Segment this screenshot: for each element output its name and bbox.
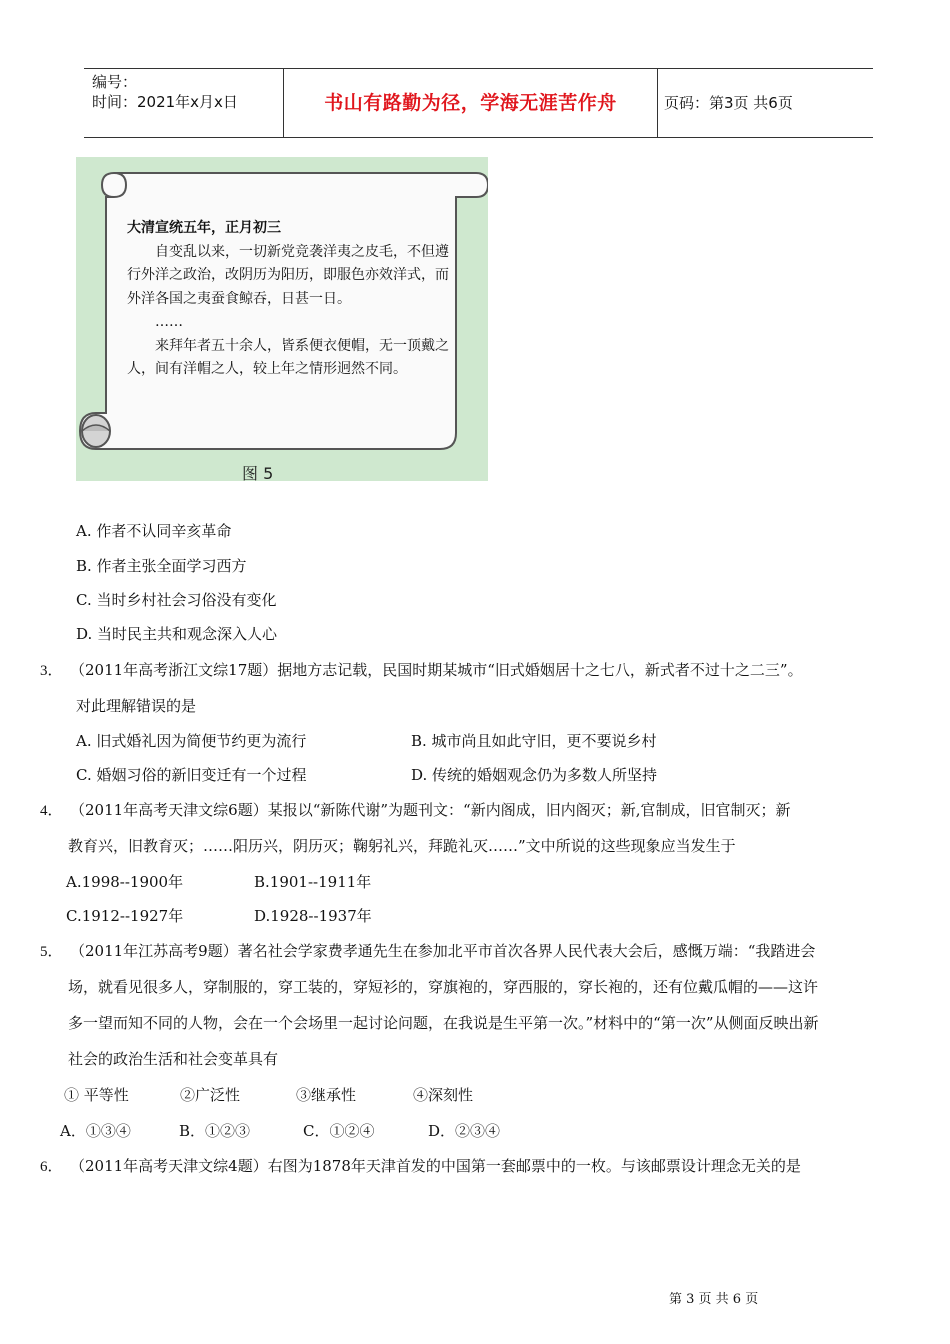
q4-option-a: A.1998--1900年: [66, 873, 184, 891]
q5-option-b: B．①②③: [179, 1122, 251, 1140]
q2-option-a: A. 作者不认同辛亥革命: [76, 522, 232, 540]
q2-option-d: D. 当时民主共和观念深入人心: [76, 625, 278, 643]
header-left-cell: [92, 69, 282, 140]
q4-number: 4．: [40, 803, 63, 819]
q6-number: 6．: [40, 1159, 63, 1175]
q5-item-4: ④深刻性: [413, 1086, 474, 1104]
scroll-title: 大清宣统五年，正月初三: [127, 220, 281, 236]
q5-item-3: ③继承性: [296, 1086, 357, 1104]
q4-option-b: B.1901--1911年: [254, 873, 372, 891]
q3-option-b: B. 城市尚且如此守旧，更不要说乡村: [411, 732, 657, 750]
q4-option-d: D.1928--1937年: [254, 907, 372, 925]
q4-stem-line2: 教育兴，旧教育灭；……阳历兴，阴历灭；鞠躬礼兴，拜跪礼灭……”文中所说的这些现象应当发生于: [68, 837, 736, 855]
scroll-ellipsis: ……: [155, 314, 183, 330]
q5-option-c: C．①②④: [303, 1122, 375, 1140]
q6-stem-line1: （2011年高考天津文综4题）右图为1878年天津首发的中国第一套邮票中的一枚。与该邮票设计理念无关的是: [70, 1157, 801, 1175]
figure-5: [76, 157, 488, 481]
q5-stem-line4: 社会的政治生活和社会变革具有: [68, 1050, 279, 1068]
scroll-paragraph-2: 来拜年者五十余人，皆系便衣便帽，无一顶戴之人，间有洋帽之人，较上年之情形迥然不同。: [127, 337, 449, 377]
q2-option-b: B. 作者主张全面学习西方: [76, 557, 247, 575]
q5-option-a: A．①③④: [60, 1122, 131, 1140]
q5-number: 5．: [40, 944, 63, 960]
header-time-label: 时间：2021年x月x日: [92, 93, 238, 111]
q3-option-d: D. 传统的婚姻观念仍为多数人所坚持: [411, 766, 658, 784]
scroll-paragraph-1: 自变乱以来，一切新党竞袭洋夷之皮毛，不但遵行外洋之政治，改阴历为阳历，即服色亦效洋式，而外洋各国之夷蚕食鲸吞，日甚一日。: [127, 243, 449, 307]
q3-stem-line2: 对此理解错误的是: [76, 697, 197, 715]
scroll-text: [127, 217, 457, 382]
figure-caption: 图 5: [242, 464, 274, 483]
page-header: [84, 68, 873, 138]
q5-stem-line2: 场，就看见很多人，穿制服的，穿工装的，穿短衫的，穿旗袍的，穿西服的，穿长袍的，还有位戴瓜帽的——这许: [68, 978, 819, 996]
q5-stem-line1: （2011年江苏高考9题）著名社会学家费孝通先生在参加北平市首次各界人民代表大会后，感慨万端：“我踏进会: [70, 942, 816, 960]
q3-option-c: C. 婚姻习俗的新旧变迁有一个过程: [76, 766, 307, 784]
q5-item-1: ① 平等性: [64, 1086, 129, 1104]
header-motto: 书山有路勤为径，学海无涯苦作舟: [283, 69, 658, 137]
header-number-label: 编号：: [92, 73, 138, 91]
q4-stem-line1: （2011年高考天津文综6题）某报以“新陈代谢”为题刊文：“新内阁成，旧内阁灭；新,官制成，旧官制灭；新: [70, 801, 791, 819]
q3-number: 3．: [40, 663, 63, 679]
q5-stem-line3: 多一望而知不同的人物，会在一个会场里一起讨论问题，在我说是生平第一次。”材料中的“第一次”从侧面反映出新: [68, 1014, 819, 1032]
q4-option-c: C.1912--1927年: [66, 907, 184, 925]
q5-item-2: ②广泛性: [180, 1086, 241, 1104]
page-footer: 第 3 页 共 6 页: [669, 1292, 759, 1307]
q2-option-c: C. 当时乡村社会习俗没有变化: [76, 591, 277, 609]
q3-option-a: A. 旧式婚礼因为简便节约更为流行: [76, 732, 307, 750]
q5-option-d: D．②③④: [428, 1122, 501, 1140]
q3-stem-line1: （2011年高考浙江文综17题）据地方志记载，民国时期某城市“旧式婚姻居十之七八，新式者不过十之二三”。: [70, 661, 803, 679]
header-page-info: 页码：第3页 共6页: [664, 94, 793, 112]
